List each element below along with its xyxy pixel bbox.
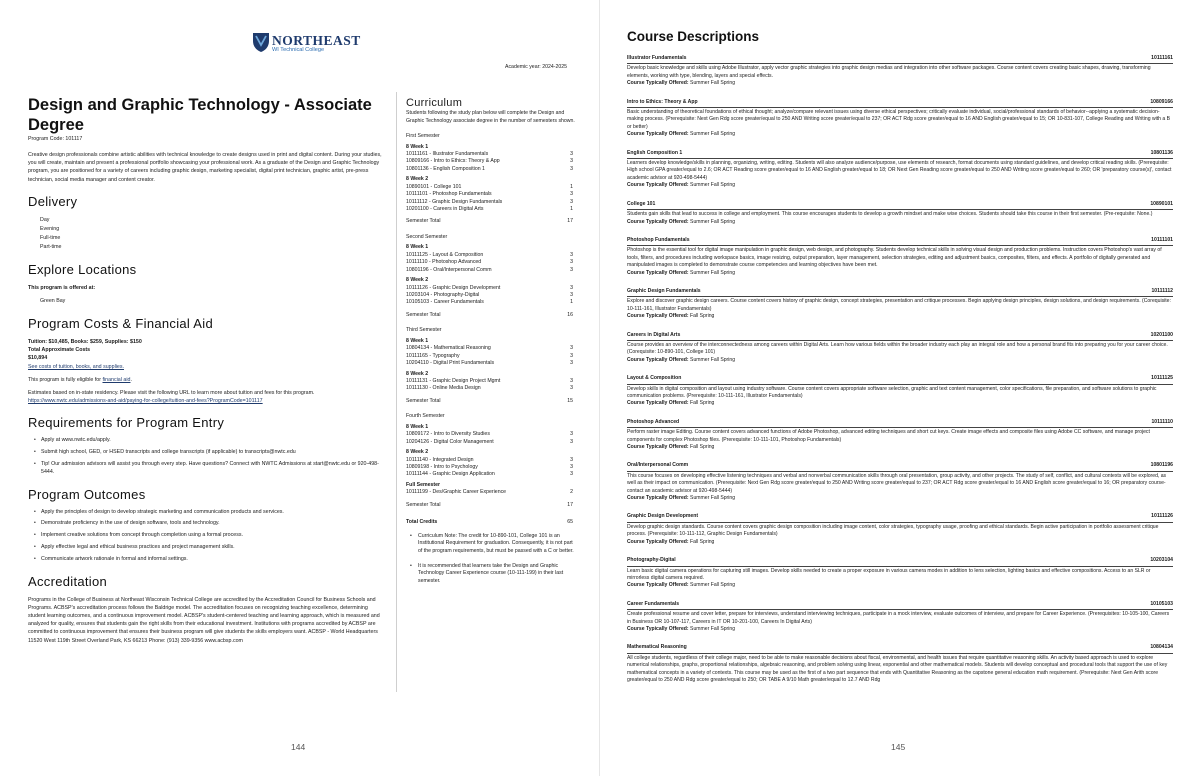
outcome-item: • Communicate artwork rationale in formal and informal settings. bbox=[34, 556, 384, 564]
total-credits-label: Total Credits bbox=[406, 519, 438, 526]
course-text: Learners develop knowledge/skills in planning, organizing, writing, editing. Students will also analyze audience/purpose, use elements of research, format documents using standard guidelines, and develop critical reading skills. (Prerequisite: High school GPA greater/equal to 2.6; OR ACT Reading score greater/equal to 16 AND English greater/equal to 18; OR Next Gen Reading score greater/equal to 250 AND Writing score greater/equal to 260; OR 'preparatory course(s)', contact academic advisor at 920-498-5444) bbox=[627, 160, 1172, 181]
course-name: 10111110 - Photoshop Advanced bbox=[406, 259, 482, 266]
curriculum-course-row bbox=[406, 166, 576, 173]
course-title: Photoshop Fundamentals bbox=[627, 236, 690, 243]
course-code: 10809166 bbox=[1150, 98, 1173, 105]
course-credits: 3 bbox=[570, 165, 573, 172]
semester-total-row bbox=[406, 312, 576, 320]
page-number: 145 bbox=[891, 742, 906, 752]
semester-title: Fourth Semester bbox=[406, 413, 445, 420]
course-name: 10809198 - Intro to Psychology bbox=[406, 464, 478, 471]
course-description bbox=[627, 513, 1173, 546]
course-header bbox=[627, 557, 1173, 566]
course-credits: 3 bbox=[570, 158, 573, 165]
course-code: 10105103 bbox=[1150, 600, 1173, 607]
course-credits: 3 bbox=[570, 431, 573, 438]
course-name: 10111130 - Online Media Design bbox=[406, 385, 481, 392]
requirements-heading: Requirements for Program Entry bbox=[28, 415, 225, 431]
outcome-item: • Apply effective legal and ethical business practices and project management skills. bbox=[34, 544, 384, 552]
semester-total-label: Semester Total bbox=[406, 311, 441, 318]
curriculum-course-row bbox=[406, 199, 576, 206]
course-offered bbox=[627, 495, 1173, 502]
course-offered bbox=[627, 182, 1173, 189]
offered-label: Course Typically Offered: bbox=[627, 444, 689, 451]
course-list bbox=[627, 55, 1173, 684]
course-name: 10111144 - Graphic Design Application bbox=[406, 471, 495, 478]
semester-block bbox=[406, 234, 576, 319]
course-offered bbox=[627, 357, 1173, 364]
course-name: 10111125 - Layout & Composition bbox=[406, 251, 484, 258]
delivery-item: Full-time bbox=[40, 234, 61, 241]
course-credits: 3 bbox=[570, 352, 573, 359]
offered-label: Course Typically Offered: bbox=[627, 582, 689, 589]
course-offered bbox=[627, 313, 1173, 320]
right-page bbox=[600, 0, 1200, 776]
course-header bbox=[627, 375, 1173, 384]
course-text: Students gain skills that lead to success in college and employment. This course encourages students to develop a growth mindset and make wise choices. Students should take this course in their first semester. (Pre-requisite: None.) bbox=[627, 211, 1153, 218]
course-text: Develop skills in digital composition and layout using industry software. Course content covers appropriate software selection, graphic and text content management, color specifications, file preparation, and software solutions to graphic communication problems. (Prerequisite: 10-111-161, Illustrator Fundamentals) bbox=[627, 385, 1157, 399]
course-description bbox=[627, 644, 1173, 684]
column-divider bbox=[396, 92, 397, 692]
course-code: 10111110 bbox=[1151, 418, 1173, 425]
program-code: Program Code: 101117 bbox=[28, 136, 83, 142]
course-name: 10111140 - Integrated Design bbox=[406, 456, 474, 463]
curriculum-course-row bbox=[406, 353, 576, 360]
course-title: Intro to Ethics: Theory & App bbox=[627, 98, 698, 105]
page-number: 144 bbox=[291, 742, 306, 752]
offered-label: Course Typically Offered: bbox=[627, 182, 689, 189]
curriculum-intro: Students following the study plan below will complete the Design and Graphic Technology associate degree in the number of semesters shown. bbox=[406, 110, 575, 124]
semester-total-row bbox=[406, 218, 576, 226]
course-header bbox=[627, 332, 1173, 341]
page-title: Design and Graphic Technology - Associate Degree bbox=[28, 96, 372, 134]
total-credits-row bbox=[406, 519, 576, 527]
requirement-item: • Submit high school, GED, or HSED transcripts and college transcripts (if applicable) to transcripts@nwtc.edu bbox=[34, 449, 384, 457]
college-logo bbox=[252, 30, 361, 58]
locations-heading: Explore Locations bbox=[28, 261, 137, 277]
course-offered bbox=[627, 539, 1173, 546]
outcome-item: • Implement creative solutions from concept through completion using a formal process. bbox=[34, 532, 384, 540]
offered-terms: Summer Fall Spring bbox=[690, 131, 736, 138]
course-offered bbox=[627, 582, 1173, 589]
course-code: 10111126 bbox=[1151, 513, 1173, 520]
course-description bbox=[627, 375, 1173, 408]
course-title: Photography-Digital bbox=[627, 557, 676, 564]
course-text: Basic understanding of theoretical foundations of ethical thought; analyze/compare relevant issues using diverse ethical perspectives; critically evaluate individual, social/professional standards of behavior--applying a systematic decision-making process. (Prerequisite: Next Gen Rdg score greater/equal to 250 AND Writing score greater/equal to 237; OR ACT Rdg score greater/equal to 16 AND English greater/equal to 15; OR 10-831-107, College Reading and Writing with a B or better) bbox=[627, 109, 1171, 130]
course-text: Explore and discover graphic design careers. Course content covers history of graphic design, concept strategies, presentation and critique processes. Begin applying design principles, design solutions, and design requirements. (Corequisite: 10-111-161, Illustrator Fundamentals) bbox=[627, 298, 1171, 312]
logo-name: NORTHEAST bbox=[272, 33, 361, 48]
offered-label: Course Typically Offered: bbox=[627, 400, 689, 407]
course-title: Careers in Digital Arts bbox=[627, 331, 681, 338]
locations-list bbox=[28, 297, 384, 306]
course-description bbox=[627, 557, 1173, 590]
course-title: Photoshop Advanced bbox=[627, 418, 680, 425]
curriculum-course-row bbox=[406, 158, 576, 165]
curriculum-course-row bbox=[406, 285, 576, 292]
semester-block bbox=[406, 133, 576, 226]
course-header bbox=[627, 462, 1173, 471]
semester-list bbox=[406, 133, 576, 509]
course-credits: 3 bbox=[570, 360, 573, 367]
course-name: 10801196 - Oral/Interpersonal Comm bbox=[406, 266, 492, 273]
offered-label: Course Typically Offered: bbox=[627, 269, 689, 276]
course-code: 10111125 bbox=[1151, 375, 1173, 382]
course-credits: 3 bbox=[570, 266, 573, 273]
term-label: 8 Week 2 bbox=[406, 370, 429, 377]
semester-total-row bbox=[406, 502, 576, 510]
course-title: Graphic Design Fundamentals bbox=[627, 287, 701, 294]
offered-terms: Summer Fall Spring bbox=[690, 182, 736, 189]
curriculum-course-row bbox=[406, 184, 576, 191]
course-credits: 3 bbox=[570, 191, 573, 198]
course-title: College 101 bbox=[627, 200, 656, 207]
nwtc-shield-icon bbox=[252, 31, 270, 53]
offered-label: Course Typically Offered: bbox=[627, 218, 689, 225]
course-credits: 3 bbox=[570, 438, 573, 445]
delivery-item: Evening bbox=[40, 225, 60, 232]
offered-terms: Fall Spring bbox=[690, 444, 715, 451]
term-label: 8 Week 1 bbox=[406, 423, 429, 430]
curriculum-course-row bbox=[406, 299, 576, 306]
curriculum-course-row bbox=[406, 378, 576, 385]
course-header bbox=[627, 55, 1173, 64]
term-label: Full Semester bbox=[406, 481, 441, 488]
curriculum-course-row bbox=[406, 267, 576, 274]
course-credits: 3 bbox=[570, 198, 573, 205]
offered-label: Course Typically Offered: bbox=[627, 131, 689, 138]
course-description bbox=[627, 55, 1173, 88]
course-name: 10204126 - Digital Color Management bbox=[406, 438, 494, 445]
delivery-list bbox=[28, 216, 384, 252]
program-intro: Creative design professionals combine artistic abilities with technical knowledge to create designs used in print and digital content. During your studies, you will create, maintain and present a professional portfolio showcasing your professional work. As a graduate of the Design and Graphic Technology program, you are positioned for a variety of careers including graphic design, marketing specialist, digital print technician, graphic artist, pre-press technician, social media manager and content creator. bbox=[28, 152, 382, 183]
course-name: 10111131 - Graphic Design Project Mgmt bbox=[406, 378, 501, 384]
offered-label: Course Typically Offered: bbox=[627, 313, 689, 320]
course-description bbox=[627, 150, 1173, 190]
course-credits: 3 bbox=[570, 378, 573, 384]
semester-title: Third Semester bbox=[406, 327, 442, 334]
financial-aid-link[interactable]: financial aid bbox=[102, 376, 131, 383]
course-name: 10890101 - College 101 bbox=[406, 183, 462, 190]
offered-label: Course Typically Offered: bbox=[627, 495, 689, 502]
course-header bbox=[627, 644, 1173, 653]
course-code: 10804134 bbox=[1150, 644, 1173, 651]
course-header bbox=[627, 288, 1173, 297]
offered-terms: Fall Spring bbox=[690, 538, 715, 545]
course-title: Oral/Interpersonal Comm bbox=[627, 462, 689, 469]
offered-terms: Summer Fall Spring bbox=[690, 625, 736, 632]
curriculum-heading: Curriculum bbox=[406, 97, 463, 109]
offered-terms: Fall Spring bbox=[690, 400, 715, 407]
course-description bbox=[627, 237, 1173, 277]
semester-block bbox=[406, 327, 576, 405]
course-text: Develop basic knowledge and skills using Adobe Illustrator, apply vector graphic strategies into graphic design medias and integration into other software packages. Course content covers creating basic shapes, drawing, transforming elements, working with type, blending, layers and special effects. bbox=[627, 65, 1151, 79]
academic-year: Academic year: 2024-2025 bbox=[505, 64, 567, 70]
offered-terms: Summer Fall Spring bbox=[690, 80, 736, 87]
semester-total-value: 17 bbox=[567, 218, 573, 225]
offered-terms: Summer Fall Spring bbox=[690, 495, 736, 502]
course-description bbox=[627, 462, 1173, 502]
course-credits: 3 bbox=[570, 464, 573, 471]
course-description bbox=[627, 201, 1173, 226]
offered-label: Course Typically Offered: bbox=[627, 356, 689, 363]
course-offered bbox=[627, 626, 1173, 633]
course-text: Develop graphic design standards. Course content covers graphic design composition including image content, color strategies, typography usage, proofing and ethical standards. Begin active participation in portfolio assessment critique process. (Prerequisite: 10-111-112, Graphic Design Fundamentals) bbox=[627, 523, 1159, 538]
requirement-item: • Tip! Our admission advisors will assist you through every step. Have questions? Connect with NWTC Admissions at start@nwtc.edu or 920-498-5444. bbox=[34, 461, 384, 477]
curriculum-course-row bbox=[406, 360, 576, 367]
curriculum-course-row bbox=[406, 151, 576, 158]
course-text: Create professional resume and cover letter, prepare for interviews, understand interviewing techniques, participate in a mock interview, evaluate outcomes of interview, and prepare for Career Experience. (Prerequisites: 10-105-100, Careers in Business OR 10-107-117, Careers in IT OR 10-201-100, Careers In Digital Arts) bbox=[627, 611, 1170, 625]
semester-block bbox=[406, 413, 576, 509]
course-credits: 3 bbox=[570, 259, 573, 266]
course-text: This course focuses on developing effective listening techniques and verbal and nonverbal communication skills through oral presentation, group activity, and other projects. The study of self, conflict, and cultural contexts will be explored, as well as their impact on communication. (Prerequisite: Next Gen Rdg score greater/equal to 250 AND Writing score greater/equal to 237; OR ACT Rdg score greater/equal to 16 AND English score greater/equal to 16; OR preparatory course-contact an academic advisor at 920-498-5444) bbox=[627, 472, 1167, 494]
course-credits: 1 bbox=[570, 205, 573, 212]
course-offered bbox=[627, 131, 1173, 138]
course-code: 10111101 bbox=[1151, 236, 1173, 243]
course-credits: 3 bbox=[570, 345, 573, 352]
course-credits: 3 bbox=[570, 385, 573, 392]
course-title: Layout & Composition bbox=[627, 375, 682, 382]
outcome-item: • Demonstrate proficiency in the use of design software, tools and technology. bbox=[34, 520, 384, 528]
curriculum-course-row bbox=[406, 489, 576, 496]
term-label: 8 Week 2 bbox=[406, 277, 429, 284]
course-text: All college students, regardless of their college major, need to be able to make reasonable decisions about fiscal, environmental, and health issues that require quantitative reasoning skills. An activity based approach is used to explore numerical relationships, graphs, proportional relationships, algebraic reasoning, and problem solving using linear, exponential and other mathematical models. Students will develop conceptual and procedural tools that support the use of key mathematical concepts in a variety of contexts. This course may be used as the first of a two part sequence that ends with Quantitative Reasoning as the capstone general education math requirement. (Prerequisite: Next Gen Arith score greater/equal to 250 AND Rdg score greater/equal to 250; OR TABE A 9/10 Math greater/equal to 12.7 AND Rdg bbox=[627, 654, 1168, 683]
course-credits: 3 bbox=[570, 291, 573, 298]
curriculum-course-row bbox=[406, 345, 576, 352]
course-name: 10111126 - Graphic Design Development bbox=[406, 284, 501, 291]
cost-breakdown: Tuition: $10,485, Books: $259, Supplies: $150 bbox=[28, 339, 142, 346]
semester-title: Second Semester bbox=[406, 233, 448, 240]
course-text: Photoshop is the essential tool for digital image manipulation in graphic design, web design, and photography. Students develop technical skills in solving visual design and production problems. Instruction covers Photoshop's vast array of tools, filters, and procedures including workspace basics, image resizing, output preparation, layer management, selection strategies, editing and adjustment basics, composites, filters, and effects. A portfolio of digitally generated and manipulated images is completed to demonstrate course competencies and learning objectives have been met. bbox=[627, 247, 1162, 269]
curriculum-course-row bbox=[406, 457, 576, 464]
curriculum-column bbox=[406, 96, 576, 592]
accreditation-text: Programs in the College of Business at Northeast Wisconsin Technical College are accredited by the Accreditation Council for Business Schools and Programs. ACBSP's accreditation process follows the Baldrige model. The accreditation focuses on recognizing teaching excellence, determining student learning outcomes, and a continuous improvement model. ACBSP's student-centered teaching and learning approach, which is measured and analyzed for quality, ensures that students gain the right skills from their educational investment. Institutions with programs accredited by ACBSP are committed to continuous improvement that ensures their business program will give students the skills employers want. ACBSP - World Headquarters 11520 West 119th Street Overland Park, KS 66213 Phone: (913) 339-9356 www.acbsp.com bbox=[28, 596, 380, 644]
term-label: 8 Week 2 bbox=[406, 176, 429, 183]
course-offered bbox=[627, 444, 1173, 451]
semester-total-value: 16 bbox=[567, 311, 573, 318]
course-name: 10105103 - Career Fundamentals bbox=[406, 299, 484, 306]
offered-terms: Summer Fall Spring bbox=[690, 582, 736, 589]
offered-label: Course Typically Offered: bbox=[627, 538, 689, 545]
course-name: 10201100 - Careers in Digital Arts bbox=[406, 205, 484, 212]
course-description bbox=[627, 332, 1173, 365]
course-credits: 1 bbox=[570, 299, 573, 306]
course-credits: 1 bbox=[570, 183, 573, 190]
costs-heading: Program Costs & Financial Aid bbox=[28, 316, 213, 332]
location-item: Green Bay bbox=[40, 298, 66, 305]
course-description bbox=[627, 288, 1173, 321]
course-name: 10111112 - Graphic Design Fundamentals bbox=[406, 198, 503, 205]
course-description bbox=[627, 99, 1173, 139]
course-text: Perform raster image Editing. Course content covers advanced functions of Adobe Photoshop, advanced editing techniques and short cut keys. Create image effects and composite files using Adobe CC software, and manage project components for complex Photoshop files. (Prerequisite: 10-111-101, Photoshop Fundamentals) bbox=[627, 429, 1150, 443]
course-title: Graphic Design Development bbox=[627, 513, 699, 520]
course-code: 10111161 bbox=[1151, 55, 1173, 61]
semester-total-label: Semester Total bbox=[406, 218, 441, 225]
curriculum-course-row bbox=[406, 292, 576, 299]
course-name: 10204110 - Digital Print Fundamentals bbox=[406, 360, 495, 367]
course-code: 10801196 bbox=[1150, 462, 1173, 469]
semester-total-row bbox=[406, 398, 576, 406]
curriculum-note: • It is recommended that learners take the Design and Graphic Technology Career Experience course (10-111-199) in their last semester. bbox=[410, 563, 576, 586]
curriculum-course-row bbox=[406, 464, 576, 471]
curriculum-course-row bbox=[406, 206, 576, 213]
outcomes-heading: Program Outcomes bbox=[28, 486, 146, 502]
curriculum-course-row bbox=[406, 431, 576, 438]
term-label: 8 Week 1 bbox=[406, 244, 429, 251]
course-header bbox=[627, 99, 1173, 108]
course-header bbox=[627, 237, 1173, 246]
estimates-note: Estimates based on in-state residency. Please visit the following URL to learn more about tuition and fees for this program. https://www.nwtc.edu/admissions-and-aid/paying-for-college/tuition-and-fees?ProgramCode=101117 bbox=[28, 390, 315, 405]
semester-total-value: 15 bbox=[567, 397, 573, 404]
course-credits: 3 bbox=[570, 151, 573, 157]
course-name: 10801136 - English Composition 1 bbox=[406, 165, 485, 172]
curriculum-note: • Curriculum Note: The credit for 10-890-101, College 101 is an Institutional Requirement for graduation. Consequently, it is not part of the program requirements, but must be passed with a C or better. bbox=[410, 533, 576, 556]
total-costs-value: $10,894 bbox=[28, 355, 48, 362]
accreditation-heading: Accreditation bbox=[28, 573, 108, 589]
course-credits: 3 bbox=[570, 471, 573, 478]
course-header bbox=[627, 201, 1173, 210]
delivery-heading: Delivery bbox=[28, 193, 78, 209]
course-code: 10890101 bbox=[1150, 200, 1173, 207]
delivery-item: Part-time bbox=[40, 243, 62, 250]
total-costs-label: Total Approximate Costs bbox=[28, 347, 91, 354]
semester-total-value: 17 bbox=[567, 501, 573, 508]
course-header bbox=[627, 419, 1173, 428]
course-code: 10111112 bbox=[1151, 287, 1173, 294]
course-descriptions bbox=[627, 28, 1173, 695]
offered-label: Course Typically Offered: bbox=[627, 625, 689, 632]
course-description bbox=[627, 419, 1173, 452]
curriculum-course-row bbox=[406, 471, 576, 478]
course-name: 10809166 - Intro to Ethics: Theory & App bbox=[406, 158, 500, 165]
curriculum-course-row bbox=[406, 259, 576, 266]
course-title: English Composition 1 bbox=[627, 149, 683, 156]
requirements-list bbox=[28, 437, 384, 476]
course-text: Learn basic digital camera operations for capturing still images. Develop skills needed to create a proper exposure in various camera modes in addition to lens selection, lighting basics and effective compositions. Access to an SLR or mirrorless digital camera required. bbox=[627, 567, 1151, 581]
course-code: 10201100 bbox=[1150, 331, 1173, 338]
curriculum-course-row bbox=[406, 252, 576, 259]
course-credits: 3 bbox=[570, 284, 573, 291]
course-credits: 3 bbox=[570, 456, 573, 463]
delivery-item: Day bbox=[40, 216, 50, 223]
term-label: 8 Week 1 bbox=[406, 143, 429, 150]
outcomes-list bbox=[28, 509, 384, 564]
semester-total-label: Semester Total bbox=[406, 501, 441, 508]
logo-subtitle: WI Technical College bbox=[272, 47, 325, 53]
course-header bbox=[627, 150, 1173, 159]
offered-terms: Summer Fall Spring bbox=[690, 218, 736, 225]
course-name: 10111161 - Illustrator Fundamentals bbox=[406, 151, 489, 157]
course-descriptions-heading: Course Descriptions bbox=[627, 29, 760, 44]
term-label: 8 Week 1 bbox=[406, 337, 429, 344]
course-name: 10809172 - Intro to Diversity Studies bbox=[406, 431, 490, 438]
course-text: Course provides an overview of the interconnectedness among careers within Digital Arts. Learn how various fields within the broader industry each play an integral role and how a personal brand fits into preparing you for your career choice. (Corequisite: 10-890-101, College 101) bbox=[627, 341, 1168, 356]
course-code: 10801136 bbox=[1150, 149, 1173, 156]
course-title: Illustrator Fundamentals bbox=[627, 55, 687, 61]
course-offered bbox=[627, 400, 1173, 407]
offered-label: Course Typically Offered: bbox=[627, 80, 689, 87]
offered-terms: Summer Fall Spring bbox=[690, 356, 736, 363]
course-credits: 2 bbox=[570, 489, 573, 496]
financial-aid-note: This program is fully eligible for financial aid. bbox=[28, 376, 132, 383]
curriculum-course-row bbox=[406, 385, 576, 392]
course-offered bbox=[627, 219, 1173, 226]
course-name: 10111199 - Des/Graphic Career Experience bbox=[406, 489, 507, 496]
curriculum-notes bbox=[406, 533, 576, 586]
program-overview-column bbox=[28, 96, 384, 650]
outcome-item: • Apply the principles of design to develop strategic marketing and communication products and services. bbox=[34, 509, 384, 517]
offered-terms: Fall Spring bbox=[690, 313, 715, 320]
curriculum-course-row bbox=[406, 191, 576, 198]
course-title: Career Fundamentals bbox=[627, 600, 680, 607]
total-credits-value: 65 bbox=[567, 519, 573, 526]
offered-at-label: This program is offered at: bbox=[28, 284, 96, 291]
course-header bbox=[627, 513, 1173, 522]
course-code: 10203104 bbox=[1150, 557, 1173, 564]
course-offered bbox=[627, 80, 1173, 87]
costs-link[interactable]: See costs of tuition, books, and supplies. bbox=[28, 363, 124, 370]
course-description bbox=[627, 601, 1173, 634]
course-credits: 3 bbox=[570, 251, 573, 258]
course-offered bbox=[627, 270, 1173, 277]
course-name: 10111165 - Typography bbox=[406, 352, 460, 359]
tuition-url-link[interactable]: https://www.nwtc.edu/admissions-and-aid/paying-for-college/tuition-and-fees?ProgramCode=101117 bbox=[28, 398, 263, 405]
course-name: 10111101 - Photoshop Fundamentals bbox=[406, 191, 492, 198]
semester-title: First Semester bbox=[406, 133, 440, 139]
offered-terms: Summer Fall Spring bbox=[690, 269, 736, 276]
term-label: 8 Week 2 bbox=[406, 449, 429, 456]
requirement-item: • Apply at www.nwtc.edu/apply. bbox=[34, 437, 384, 445]
course-name: 10203104 - Photography-Digital bbox=[406, 291, 480, 298]
semester-total-label: Semester Total bbox=[406, 397, 441, 404]
course-header bbox=[627, 601, 1173, 610]
curriculum-course-row bbox=[406, 439, 576, 446]
course-title: Mathematical Reasoning bbox=[627, 644, 687, 651]
course-name: 10804134 - Mathematical Reasoning bbox=[406, 345, 491, 352]
